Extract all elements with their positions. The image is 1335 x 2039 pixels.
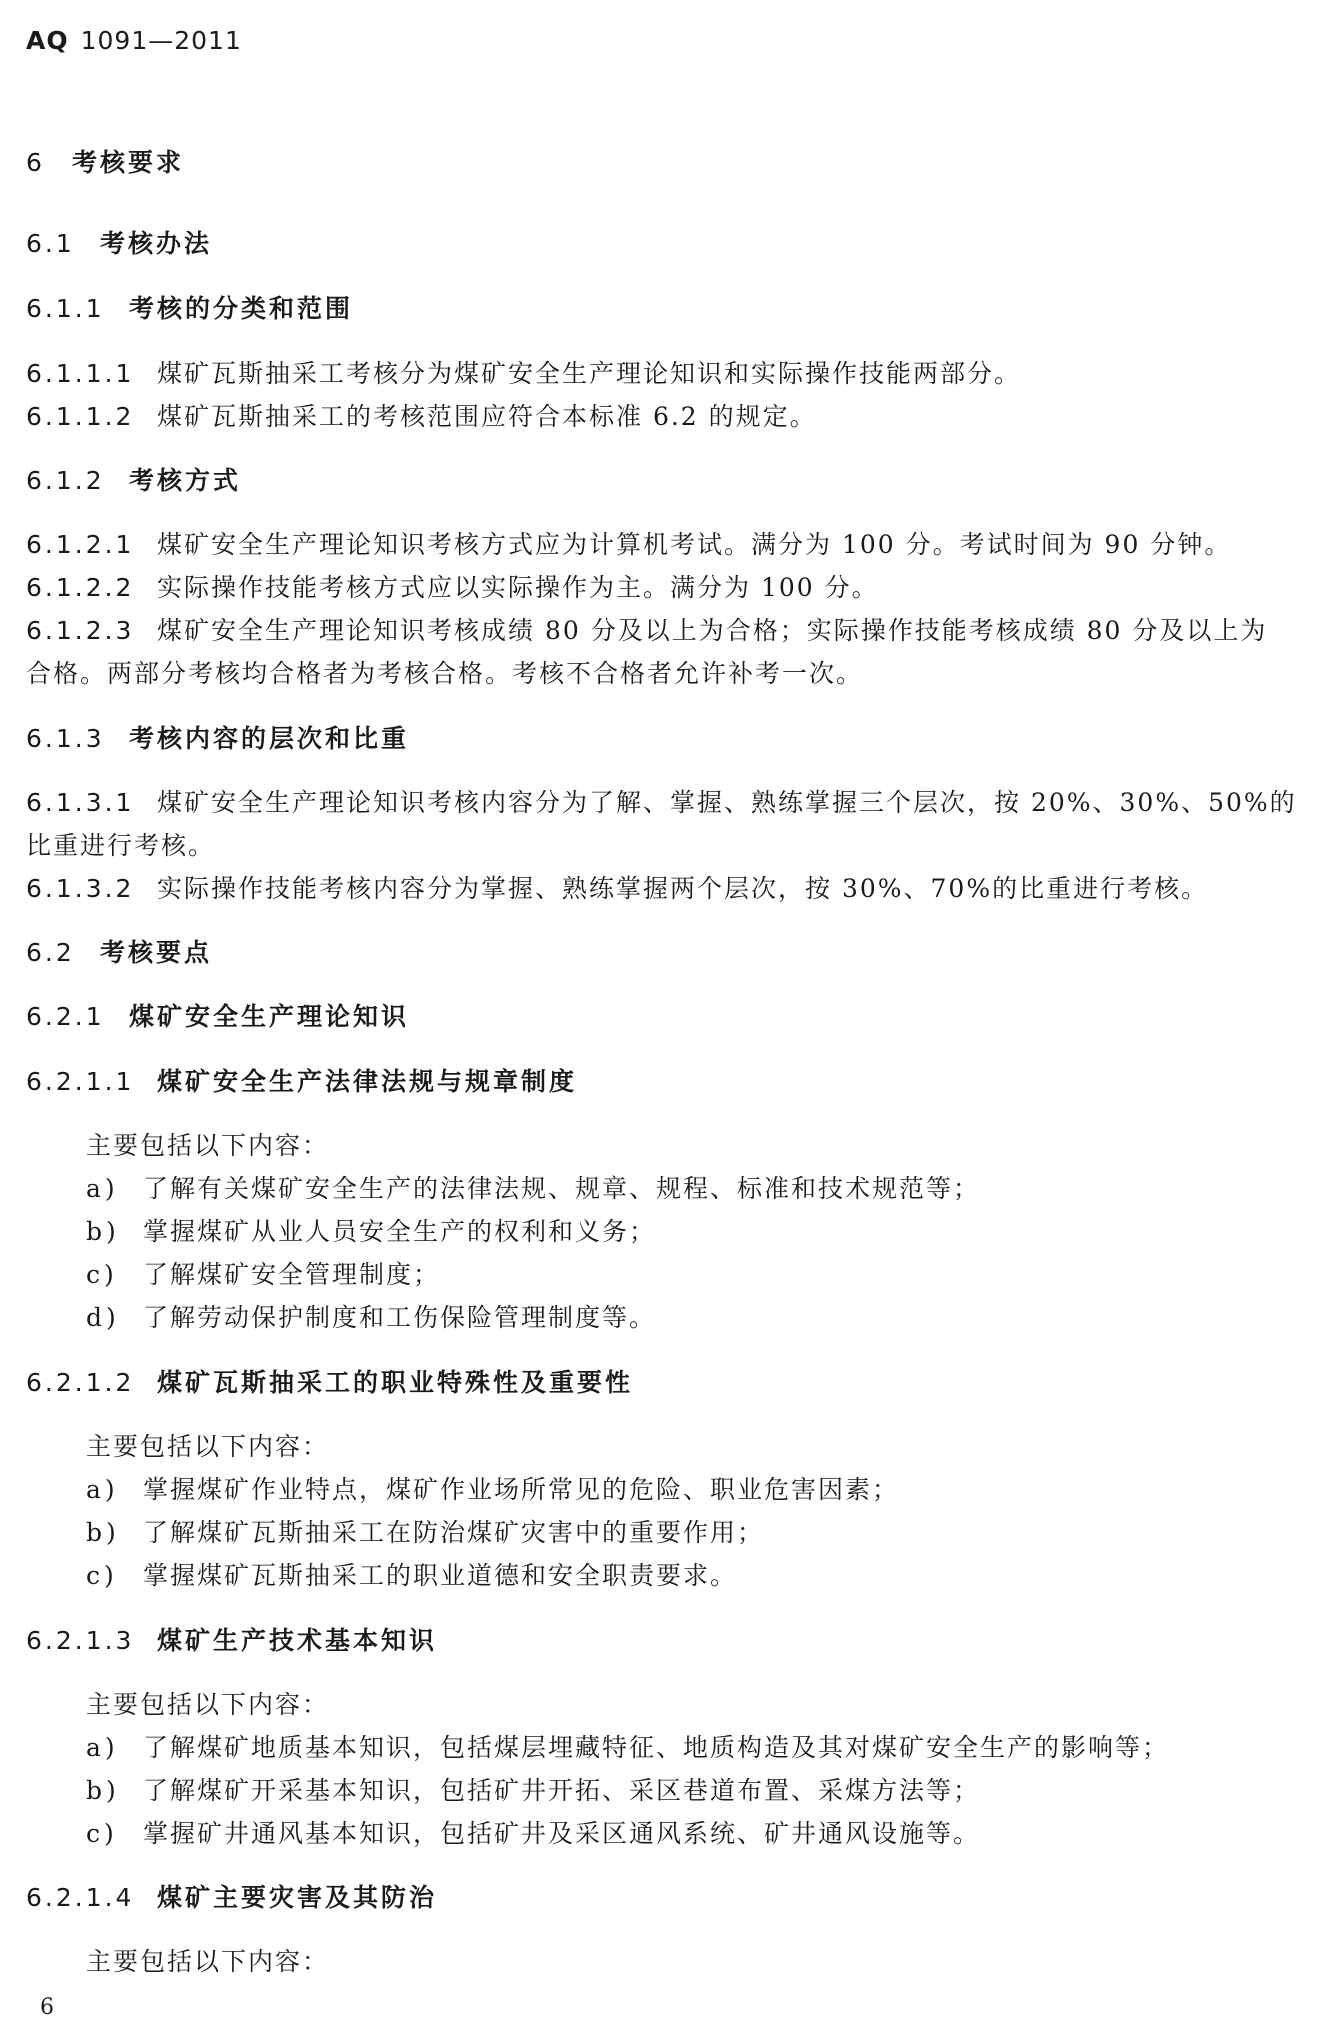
list-item-label: c) — [86, 1819, 118, 1848]
clause-number: 6.1.2.3 — [26, 616, 135, 645]
list-item-label: d) — [86, 1303, 120, 1332]
section-number: 6.1.1 — [26, 294, 105, 323]
list-item — [86, 1303, 656, 1333]
page-number: 6 — [40, 1995, 54, 2020]
section-title: 煤矿生产技术基本知识 — [157, 1626, 438, 1655]
section-heading — [26, 229, 212, 259]
clause-text: 比重进行考核。 — [26, 831, 216, 860]
list-item — [86, 1260, 440, 1290]
list-item-text: 了解煤矿地质基本知识，包括煤层埋藏特征、地质构造及其对煤矿安全生产的影响等； — [143, 1733, 1170, 1762]
list-intro: 主要包括以下内容： — [86, 1690, 330, 1719]
clause — [26, 530, 1231, 560]
section-title: 考核要点 — [100, 938, 213, 967]
section-title: 煤矿瓦斯抽采工的职业特殊性及重要性 — [157, 1368, 634, 1397]
clause-number: 6.1.3.1 — [26, 788, 135, 817]
list-item — [86, 1561, 737, 1591]
section-title: 考核方式 — [129, 466, 242, 495]
list-item-label: a) — [86, 1174, 119, 1203]
list-item-text: 了解煤矿安全管理制度； — [143, 1260, 441, 1289]
list-intro: 主要包括以下内容： — [86, 1947, 330, 1976]
clause-text: 煤矿瓦斯抽采工的考核范围应符合本标准 6.2 的规定。 — [157, 402, 817, 431]
list-item — [86, 1518, 764, 1548]
clause — [26, 359, 1021, 389]
section-title: 考核的分类和范围 — [129, 294, 354, 323]
list-item-label: b) — [86, 1217, 120, 1246]
clause — [26, 402, 817, 432]
section-heading — [26, 1883, 437, 1913]
section-title: 考核内容的层次和比重 — [129, 724, 410, 753]
list-item-label: b) — [86, 1518, 120, 1547]
clause-continuation — [26, 831, 215, 861]
section-title: 煤矿主要灾害及其防治 — [157, 1883, 438, 1912]
list-intro: 主要包括以下内容： — [86, 1432, 330, 1461]
section-number: 6.1.2 — [26, 466, 105, 495]
section-heading — [26, 1002, 409, 1032]
section-heading — [26, 294, 353, 324]
standard-prefix: AQ — [26, 26, 69, 55]
clause-number: 6.1.1.2 — [26, 402, 135, 431]
section-number: 6.2.1.2 — [26, 1368, 135, 1397]
section-number: 6.2.1.4 — [26, 1883, 135, 1912]
section-heading — [26, 724, 409, 754]
list-item-text: 了解煤矿开采基本知识，包括矿井开拓、采区巷道布置、采煤方法等； — [143, 1776, 981, 1805]
section-title: 考核要求 — [72, 148, 185, 177]
standard-code: 1091—2011 — [80, 26, 242, 55]
section-number: 6 — [26, 148, 45, 177]
section-number: 6.2.1.1 — [26, 1067, 135, 1096]
list-item-text: 了解劳动保护制度和工伤保险管理制度等。 — [143, 1303, 657, 1332]
list-item-label: c) — [86, 1260, 118, 1289]
section-heading — [26, 1067, 577, 1097]
clause-text: 实际操作技能考核方式应以实际操作为主。满分为 100 分。 — [157, 573, 879, 602]
clause-text: 合格。两部分考核均合格者为考核合格。考核不合格者允许补考一次。 — [26, 659, 864, 688]
clause-continuation — [26, 659, 863, 689]
clause — [26, 788, 1297, 818]
section-number: 6.2.1.3 — [26, 1626, 135, 1655]
document-header — [26, 26, 242, 55]
list-item — [86, 1733, 1169, 1763]
section-number: 6.1 — [26, 229, 75, 258]
clause-text: 煤矿安全生产理论知识考核成绩 80 分及以上为合格；实际操作技能考核成绩 80 分及以上为 — [157, 616, 1268, 645]
section-number: 6.2.1 — [26, 1002, 105, 1031]
list-item-label: a) — [86, 1475, 119, 1504]
list-item — [86, 1174, 980, 1204]
section-heading — [26, 1626, 437, 1656]
list-item-text: 了解煤矿瓦斯抽采工在防治煤矿灾害中的重要作用； — [143, 1518, 765, 1547]
clause — [26, 573, 879, 603]
clause — [26, 874, 1208, 904]
section-number: 6.1.3 — [26, 724, 105, 753]
clause-number: 6.1.2.1 — [26, 530, 135, 559]
list-item — [86, 1819, 980, 1849]
section-title: 煤矿安全生产理论知识 — [129, 1002, 410, 1031]
section-title: 考核办法 — [100, 229, 213, 258]
clause — [26, 616, 1267, 646]
list-intro: 主要包括以下内容： — [86, 1131, 330, 1160]
list-item-text: 掌握煤矿瓦斯抽采工的职业道德和安全职责要求。 — [143, 1561, 738, 1590]
list-item — [86, 1475, 899, 1505]
list-item-label: b) — [86, 1776, 120, 1805]
list-item-text: 掌握煤矿作业特点，煤矿作业场所常见的危险、职业危害因素； — [143, 1475, 900, 1504]
clause-number: 6.1.2.2 — [26, 573, 135, 602]
list-item-text: 掌握煤矿从业人员安全生产的权利和义务； — [143, 1217, 657, 1246]
clause-text: 煤矿瓦斯抽采工考核分为煤矿安全生产理论知识和实际操作技能两部分。 — [157, 359, 1022, 388]
section-number: 6.2 — [26, 938, 75, 967]
list-item — [86, 1217, 656, 1247]
list-item-label: a) — [86, 1733, 119, 1762]
list-item-label: c) — [86, 1561, 118, 1590]
section-heading — [26, 466, 241, 496]
clause-number: 6.1.1.1 — [26, 359, 135, 388]
clause-text: 煤矿安全生产理论知识考核内容分为了解、掌握、熟练掌握三个层次，按 20%、30%、50%的 — [157, 788, 1297, 817]
list-item — [86, 1776, 980, 1806]
section-heading — [26, 1368, 633, 1398]
clause-text: 实际操作技能考核内容分为掌握、熟练掌握两个层次，按 30%、70%的比重进行考核。 — [157, 874, 1209, 903]
section-heading — [26, 938, 212, 968]
clause-number: 6.1.3.2 — [26, 874, 135, 903]
clause-text: 煤矿安全生产理论知识考核方式应为计算机考试。满分为 100 分。考试时间为 90 分钟。 — [157, 530, 1232, 559]
section-title: 煤矿安全生产法律法规与规章制度 — [157, 1067, 578, 1096]
list-item-text: 掌握矿井通风基本知识，包括矿井及采区通风系统、矿井通风设施等。 — [143, 1819, 981, 1848]
list-item-text: 了解有关煤矿安全生产的法律法规、规章、规程、标准和技术规范等； — [143, 1174, 981, 1203]
section-heading — [26, 148, 184, 178]
